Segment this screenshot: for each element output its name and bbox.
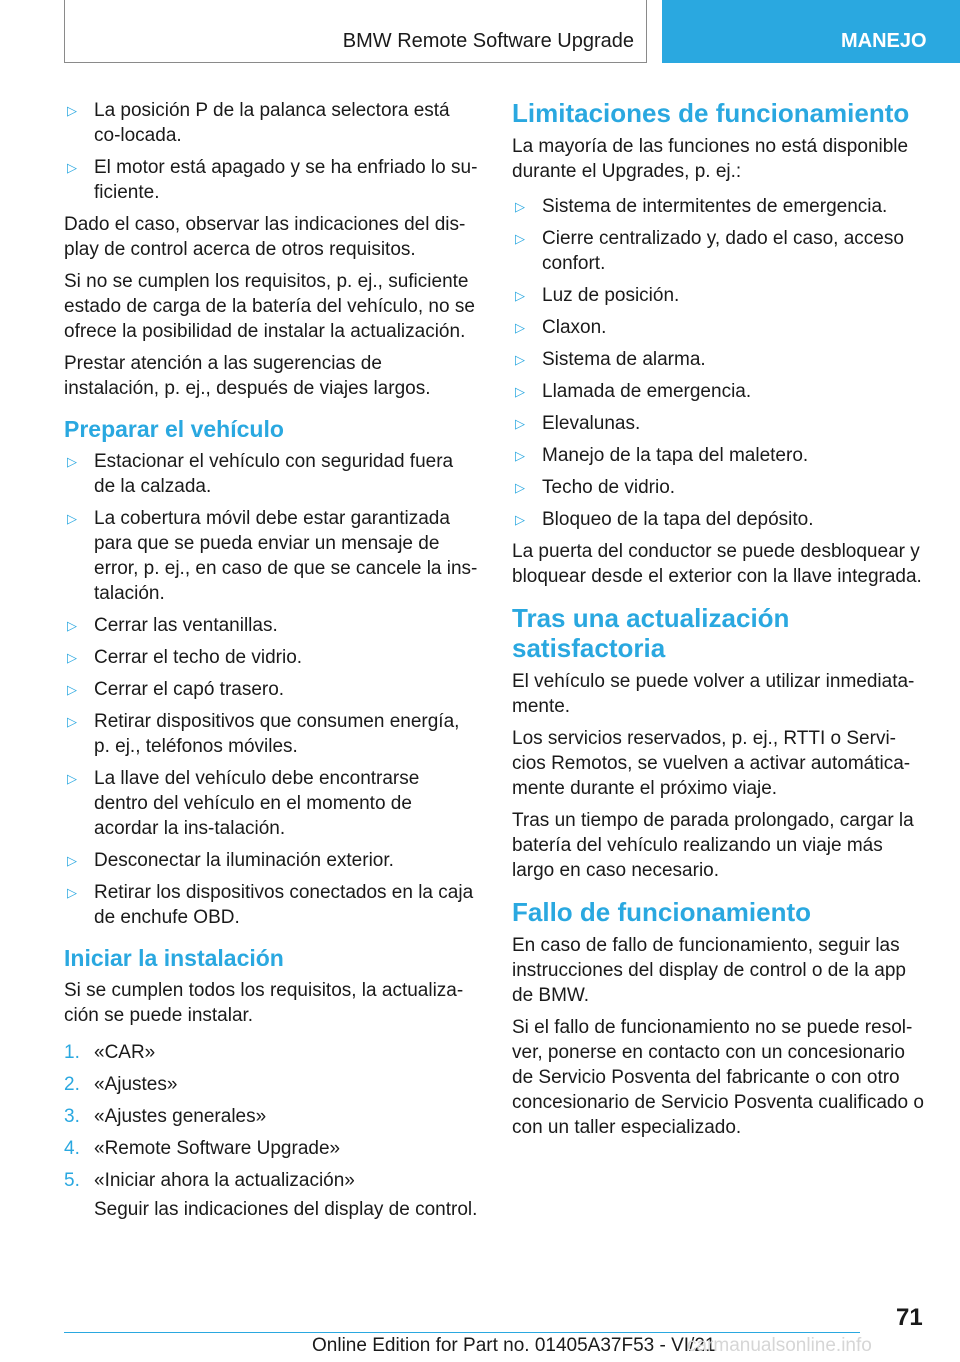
install-steps <box>64 1040 478 1193</box>
limits-intro: La mayoría de las funciones no está disponible durante el Upgrades, p. ej.: <box>512 136 909 182</box>
paragraph: En caso de fallo de funcionamiento, seguir las instrucciones del display de control o de la app de BMW. <box>512 935 906 1006</box>
list-item-text: Estacionar el vehículo con seguridad fuera de la calzada. <box>94 451 454 497</box>
list-item-text: Llamada de emergencia. <box>542 381 752 402</box>
list-item-text: Manejo de la tapa del maletero. <box>542 445 809 466</box>
step-text: «Ajustes» <box>94 1074 178 1095</box>
heading-prepare: Preparar el vehículo <box>64 416 284 442</box>
triangle-right-icon: ▷ <box>515 480 525 495</box>
prepare-list <box>64 449 478 930</box>
list-item <box>64 613 478 638</box>
step-item <box>64 1168 478 1193</box>
heading-after-update: Tras una actualización satisfactoria <box>512 603 790 663</box>
triangle-right-icon: ▷ <box>67 454 77 469</box>
step-text: «Ajustes generales» <box>94 1106 267 1127</box>
step-number: 1. <box>64 1042 80 1063</box>
triangle-right-icon: ▷ <box>67 771 77 786</box>
list-item <box>64 880 478 930</box>
list-item <box>512 411 926 436</box>
triangle-right-icon: ▷ <box>515 199 525 214</box>
triangle-right-icon: ▷ <box>67 618 77 633</box>
list-item-text: El motor está apagado y se ha enfriado lo su-ficiente. <box>94 157 478 203</box>
list-item <box>512 283 926 308</box>
list-item-text: Bloqueo de la tapa del depósito. <box>542 509 814 530</box>
list-item-text: Retirar dispositivos que consumen energía, p. ej., teléfonos móviles. <box>94 711 460 757</box>
left-column <box>64 98 478 1222</box>
watermark: carmanualsonline.info <box>687 1335 872 1356</box>
paragraph: Dado el caso, observar las indicaciones del dis-play de control acerca de otros requisitos. <box>64 214 466 260</box>
step-item <box>64 1072 478 1097</box>
list-item <box>512 475 926 500</box>
list-item-text: La llave del vehículo debe encontrarse dentro del vehículo en el momento de acordar la ins-talación. <box>94 768 420 839</box>
list-item <box>64 155 478 205</box>
footer-divider <box>64 1332 860 1333</box>
list-item <box>64 677 478 702</box>
triangle-right-icon: ▷ <box>515 288 525 303</box>
page-number: 71 <box>896 1304 923 1331</box>
triangle-right-icon: ▷ <box>67 853 77 868</box>
list-item-text: La posición P de la palanca selectora está co-locada. <box>94 100 450 146</box>
triangle-right-icon: ▷ <box>515 512 525 527</box>
step-number: 3. <box>64 1106 80 1127</box>
footer-edition: Online Edition for Part no. 01405A37F53 - VI/21 <box>312 1335 716 1356</box>
limits-list <box>512 194 926 532</box>
list-item-text: Claxon. <box>542 317 607 338</box>
list-item <box>64 506 478 606</box>
list-item-text: Desconectar la iluminación exterior. <box>94 850 394 871</box>
step-text: «CAR» <box>94 1042 156 1063</box>
heading-failure: Fallo de funcionamiento <box>512 897 812 927</box>
list-item <box>512 194 926 219</box>
list-item <box>512 347 926 372</box>
list-item <box>64 766 478 841</box>
step-text: «Remote Software Upgrade» <box>94 1138 341 1159</box>
list-item-text: Elevalunas. <box>542 413 641 434</box>
list-item-text: La cobertura móvil debe estar garantizada para que se pueda enviar un mensaje de error, p. ej., en caso de que se cancele la ins-talación. <box>94 508 478 604</box>
install-intro: Si se cumplen todos los requisitos, la actualiza-ción se puede instalar. <box>64 980 464 1026</box>
step-continuation: Seguir las indicaciones del display de control. <box>94 1199 478 1220</box>
list-item <box>64 709 478 759</box>
header-section-tab <box>662 0 960 63</box>
list-item-text: Sistema de intermitentes de emergencia. <box>542 196 888 217</box>
list-item <box>512 226 926 276</box>
limits-after: La puerta del conductor se puede desbloquear y bloquear desde el exterior con la llave integrada. <box>512 541 922 587</box>
right-column <box>512 98 926 1147</box>
step-text: «Iniciar ahora la actualización» <box>94 1170 355 1191</box>
list-item <box>512 507 926 532</box>
list-item <box>512 443 926 468</box>
triangle-right-icon: ▷ <box>67 650 77 665</box>
step-number: 2. <box>64 1074 80 1095</box>
heading-limits: Limitaciones de funcionamiento <box>512 98 910 128</box>
list-item-text: Cerrar las ventanillas. <box>94 615 278 636</box>
triangle-right-icon: ▷ <box>67 160 77 175</box>
step-number: 5. <box>64 1170 80 1191</box>
triangle-right-icon: ▷ <box>67 682 77 697</box>
list-item <box>64 645 478 670</box>
step-item <box>64 1104 478 1129</box>
header-section-label: MANEJO <box>841 30 927 52</box>
list-item-text: Cierre centralizado y, dado el caso, acceso confort. <box>542 228 904 274</box>
header-title-box <box>64 0 647 63</box>
paragraph: Tras un tiempo de parada prolongado, cargar la batería del vehículo realizando un viaje más largo en caso necesario. <box>512 810 914 881</box>
triangle-right-icon: ▷ <box>67 511 77 526</box>
triangle-right-icon: ▷ <box>515 320 525 335</box>
list-item-text: Cerrar el techo de vidrio. <box>94 647 303 668</box>
triangle-right-icon: ▷ <box>67 103 77 118</box>
list-item-text: Luz de posición. <box>542 285 680 306</box>
list-item-text: Retirar los dispositivos conectados en la caja de enchufe OBD. <box>94 882 474 928</box>
list-item <box>64 449 478 499</box>
list-item-text: Cerrar el capó trasero. <box>94 679 285 700</box>
paragraph: Si no se cumplen los requisitos, p. ej., suficiente estado de carga de la batería del vehículo, no se ofrece la posibilidad de instalar la actualización. <box>64 271 475 342</box>
triangle-right-icon: ▷ <box>67 885 77 900</box>
list-item-text: Sistema de alarma. <box>542 349 706 370</box>
list-item <box>64 98 478 148</box>
triangle-right-icon: ▷ <box>515 231 525 246</box>
header-title: BMW Remote Software Upgrade <box>342 30 634 52</box>
triangle-right-icon: ▷ <box>67 714 77 729</box>
paragraph: Si el fallo de funcionamiento no se puede resol-ver, ponerse en contacto con un concesionario de Servicio Posventa del fabricante o con otro concesionario de Servicio Posventa cualificado o con un taller especializado. <box>512 1017 924 1138</box>
step-number: 4. <box>64 1138 80 1159</box>
list-item <box>512 379 926 404</box>
step-item <box>64 1040 478 1065</box>
paragraph: El vehículo se puede volver a utilizar inmediata-mente. <box>512 671 915 717</box>
requirements-list <box>64 98 478 205</box>
list-item <box>64 848 478 873</box>
list-item <box>512 315 926 340</box>
list-item-text: Techo de vidrio. <box>542 477 676 498</box>
heading-install: Iniciar la instalación <box>64 945 284 971</box>
step-item <box>64 1136 478 1161</box>
triangle-right-icon: ▷ <box>515 352 525 367</box>
triangle-right-icon: ▷ <box>515 416 525 431</box>
paragraph: Los servicios reservados, p. ej., RTTI o Servi-cios Remotos, se vuelven a activar automática-mente durante el próximo viaje. <box>512 728 911 799</box>
triangle-right-icon: ▷ <box>515 448 525 463</box>
paragraph: Prestar atención a las sugerencias de instalación, p. ej., después de viajes largos. <box>64 353 431 399</box>
triangle-right-icon: ▷ <box>515 384 525 399</box>
